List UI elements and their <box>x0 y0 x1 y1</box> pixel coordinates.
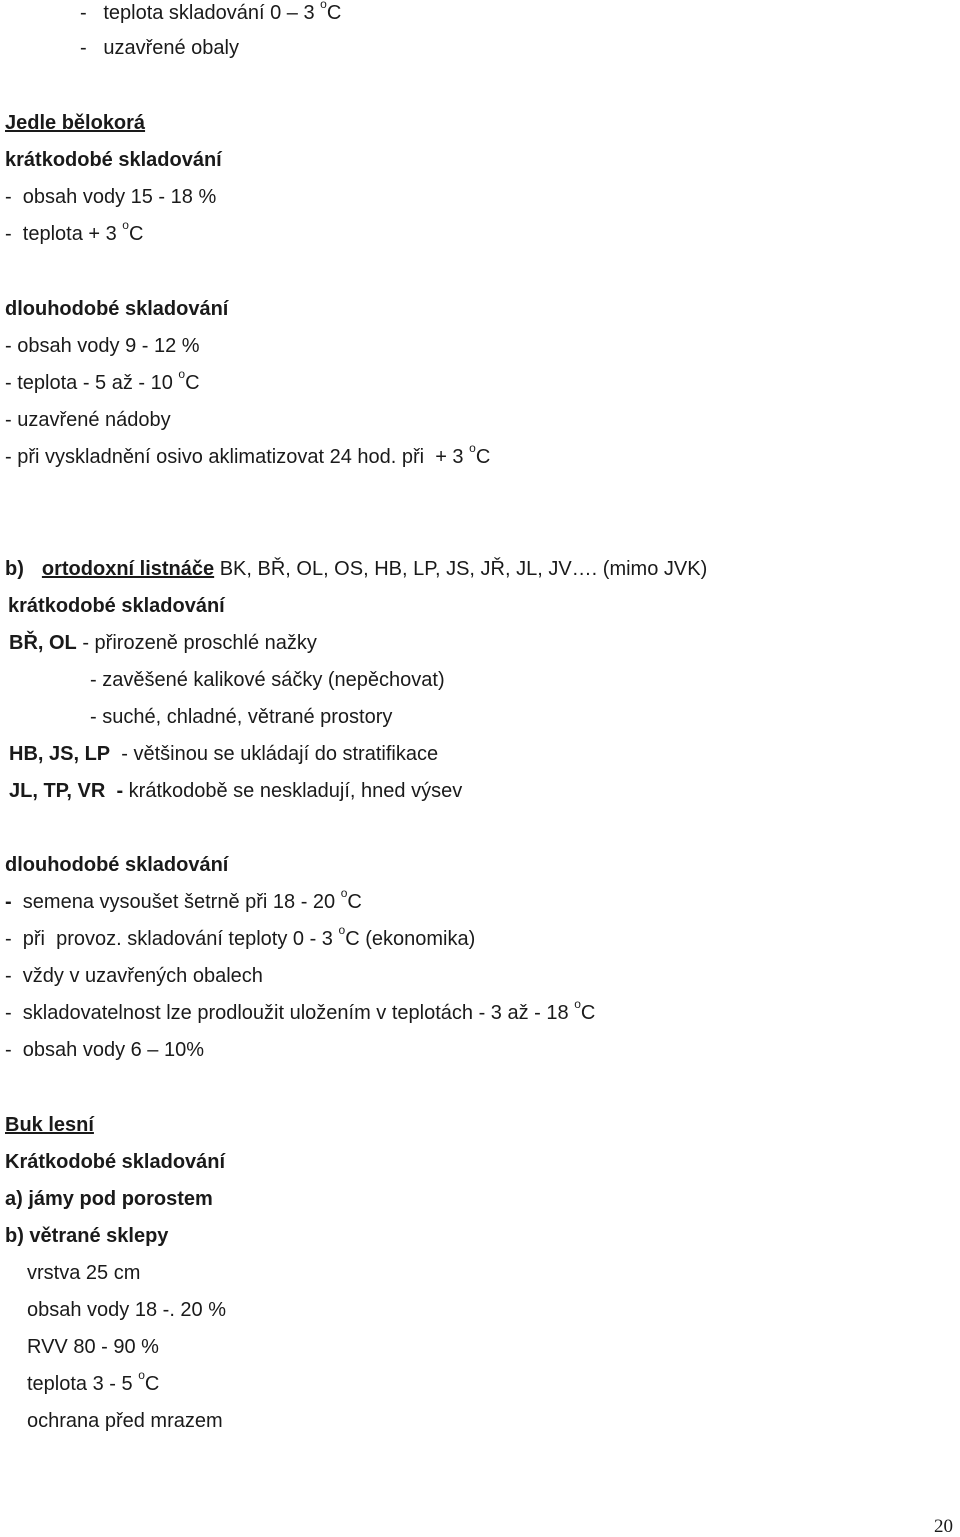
section-heading-listnace: b) ortodoxní listnáče BK, BŘ, OL, OS, HB, LP, JS, JŘ, JL, JV…. (mimo JVK) <box>5 558 708 580</box>
jedle-short-term-heading: krátkodobé skladování <box>5 149 222 171</box>
section-heading-jedle: Jedle bělokorá <box>5 112 146 134</box>
listnace-short-subitem: - suché, chladné, větrané prostory <box>90 706 393 728</box>
buk-condition: obsah vody 18 -. 20 % <box>27 1299 227 1321</box>
jedle-short-item: - obsah vody 15 - 18 % <box>5 186 217 208</box>
page-number: 20 <box>934 1516 953 1537</box>
listnace-short-term-heading: krátkodobé skladování <box>8 595 225 617</box>
jedle-long-item: - teplota - 5 až - 10 $^o$C <box>5 367 200 394</box>
listnace-long-term-heading: dlouhodobé skladování <box>5 854 229 876</box>
listnace-long-item: - semena vysoušet šetrně při 18 - 20 $^o$C <box>5 886 362 913</box>
listnace-long-item: - skladovatelnost lze prodloužit uložením v teplotách - 3 až - 18 $^o$C <box>5 997 596 1024</box>
buk-condition: teplota 3 - 5 $^o$C <box>27 1368 160 1395</box>
buk-condition: RVV 80 - 90 % <box>27 1336 159 1358</box>
listnace-short-item: BŘ, OL - přirozeně proschlé nažky <box>9 632 317 654</box>
section-heading-buk: Buk lesní <box>5 1114 94 1136</box>
jedle-long-item: - obsah vody 9 - 12 % <box>5 335 200 357</box>
listnace-short-item: HB, JS, LP - většinou se ukládají do stratifikace <box>9 743 439 765</box>
listnace-long-item: - obsah vody 6 – 10% <box>5 1039 205 1061</box>
buk-condition: ochrana před mrazem <box>27 1410 223 1432</box>
buk-condition: vrstva 25 cm <box>27 1262 141 1284</box>
closed-packaging-line: - uzavřené obaly <box>80 37 239 59</box>
buk-short-term-heading: Krátkodobé skladování <box>5 1151 226 1173</box>
jedle-long-term-heading: dlouhodobé skladování <box>5 298 229 320</box>
jedle-short-item: - teplota + 3 $^o$C <box>5 218 144 245</box>
storage-temp-line: - teplota skladování 0 – 3 $^o$C <box>80 0 342 24</box>
jedle-long-item: - při vyskladnění osivo aklimatizovat 24 hod. při + 3 $^o$C <box>5 441 491 468</box>
listnace-short-item: JL, TP, VR - krátkodobě se neskladují, hned výsev <box>9 780 463 802</box>
listnace-long-item: - vždy v uzavřených obalech <box>5 965 263 987</box>
buk-option-a: a) jámy pod porostem <box>5 1188 213 1210</box>
buk-option-b: b) větrané sklepy <box>5 1225 169 1247</box>
listnace-long-item: - při provoz. skladování teploty 0 - 3 $^o$C (ekonomika) <box>5 923 476 950</box>
listnace-short-subitem: - zavěšené kalikové sáčky (nepěchovat) <box>90 669 445 691</box>
jedle-long-item: - uzavřené nádoby <box>5 409 171 431</box>
